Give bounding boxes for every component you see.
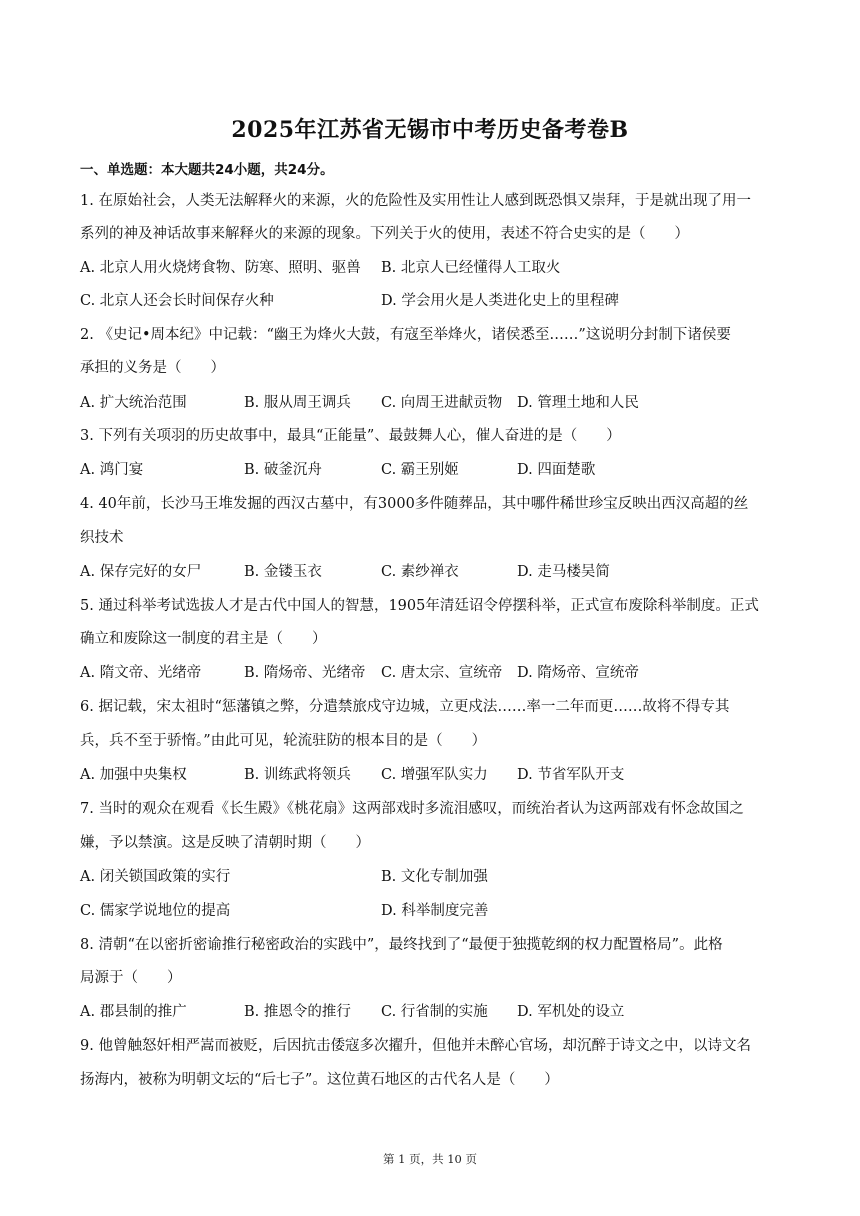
question-2-option-a: A. 扩大统治范围	[80, 395, 187, 411]
question-1-line-2: 系列的神及神话故事来解释火的来源的现象。下列关于火的使用，表述不符合史实的是（ ）	[80, 226, 689, 242]
question-8-line-2: 局源于（ ）	[80, 970, 182, 986]
question-1-option-b: B. 北京人已经懂得人工取火	[381, 260, 561, 276]
question-2-option-c: C. 向周王进献贡物	[381, 395, 503, 411]
question-3-option-a: A. 鸿门宴	[80, 462, 144, 478]
question-3-option-d: D. 四面楚歌	[517, 462, 596, 478]
question-5-option-b: B. 隋炀帝、光绪帝	[244, 665, 366, 681]
question-1-option-a: A. 北京人用火烧烤食物、防寒、照明、驱兽	[80, 260, 361, 276]
question-2-option-b: B. 服从周王调兵	[244, 395, 351, 411]
question-4-option-a: A. 保存完好的女尸	[80, 564, 202, 580]
question-1-option-d: D. 学会用火是人类进化史上的里程碑	[381, 293, 619, 309]
question-1-option-c: C. 北京人还会长时间保存火种	[80, 293, 274, 309]
question-2-option-d: D. 管理土地和人民	[517, 395, 639, 411]
question-3-line-1: 3. 下列有关项羽的历史故事中，最具“正能量”、最鼓舞人心，催人奋进的是（ ）	[80, 428, 621, 444]
page-footer: 第 1 页，共 10 页	[382, 1152, 478, 1166]
question-6-line-2: 兵，兵不至于骄惰。”由此可见，轮流驻防的根本目的是（ ）	[80, 733, 487, 749]
question-5-line-2: 确立和废除这一制度的君主是（ ）	[80, 631, 327, 647]
question-6-option-d: D. 节省军队开支	[517, 767, 625, 783]
document-title: 2025年江苏省无锡市中考历史备考卷B	[231, 117, 629, 143]
question-5-option-c: C. 唐太宗、宣统帝	[381, 665, 503, 681]
question-6-line-1: 6. 据记载，宋太祖时“惩藩镇之弊，分遣禁旅戍守边城，立更戍法……率一二年而更……故将不得专其	[80, 699, 730, 715]
section-header: 一、单选题：本大题共24小题，共24分。	[80, 162, 334, 178]
question-2-line-2: 承担的义务是（ ）	[80, 360, 225, 376]
question-7-line-1: 7. 当时的观众在观看《长生殿》《桃花扇》这两部戏时多流泪感叹，而统治者认为这两部戏有怀念故国之	[80, 801, 744, 817]
question-4-option-d: D. 走马楼吴简	[517, 564, 610, 580]
question-8-option-b: B. 推恩令的推行	[244, 1004, 351, 1020]
question-4-line-1: 4. 40年前，长沙马王堆发掘的西汉古墓中，有3000多件随葬品，其中哪件稀世珍宝反映出西汉高超的丝	[80, 496, 749, 512]
question-1-line-1: 1. 在原始社会，人类无法解释火的来源，火的危险性及实用性让人感到既恐惧又崇拜，于是就出现了用一	[80, 193, 751, 209]
question-4-line-2: 织技术	[80, 530, 124, 546]
question-4-option-b: B. 金镂玉衣	[244, 564, 322, 580]
question-8-option-c: C. 行省制的实施	[381, 1004, 488, 1020]
question-5-option-a: A. 隋文帝、光绪帝	[80, 665, 202, 681]
question-6-option-c: C. 增强军队实力	[381, 767, 488, 783]
question-3-option-b: B. 破釜沉舟	[244, 462, 322, 478]
question-3-option-c: C. 霸王别姬	[381, 462, 459, 478]
question-8-option-d: D. 军机处的设立	[517, 1004, 625, 1020]
question-7-option-b: B. 文化专制加强	[381, 869, 488, 885]
question-7-option-d: D. 科举制度完善	[381, 903, 489, 919]
question-8-option-a: A. 郡县制的推广	[80, 1004, 187, 1020]
question-7-option-a: A. 闭关锁国政策的实行	[80, 869, 231, 885]
question-9-line-1: 9. 他曾触怒奸相严嵩而被贬，后因抗击倭寇多次擢升，但他并未醉心官场，却沉醉于诗文之中，以诗文名	[80, 1038, 751, 1054]
question-8-line-1: 8. 清朝“在以密折密谕推行秘密政治的实践中”，最终找到了“最便于独揽乾纲的权力配置格局”。此格	[80, 937, 723, 953]
question-6-option-a: A. 加强中央集权	[80, 767, 187, 783]
question-9-line-2: 扬海内，被称为明朝文坛的“后七子”。这位黄石地区的古代名人是（ ）	[80, 1072, 559, 1088]
question-2-line-1: 2. 《史记•周本纪》中记载：“幽王为烽火大鼓，有寇至举烽火，诸侯悉至……”这说明分封制下诸侯要	[80, 327, 731, 343]
question-7-line-2: 嫌，予以禁演。这是反映了清朝时期（ ）	[80, 835, 370, 851]
question-6-option-b: B. 训练武将领兵	[244, 767, 351, 783]
question-5-line-1: 5. 通过科举考试选拔人才是古代中国人的智慧，1905年清廷诏令停摆科举，正式宣布废除科举制度。正式	[80, 598, 759, 614]
question-7-option-c: C. 儒家学说地位的提高	[80, 903, 231, 919]
question-4-option-c: C. 素纱禅衣	[381, 564, 459, 580]
question-5-option-d: D. 隋炀帝、宣统帝	[517, 665, 639, 681]
